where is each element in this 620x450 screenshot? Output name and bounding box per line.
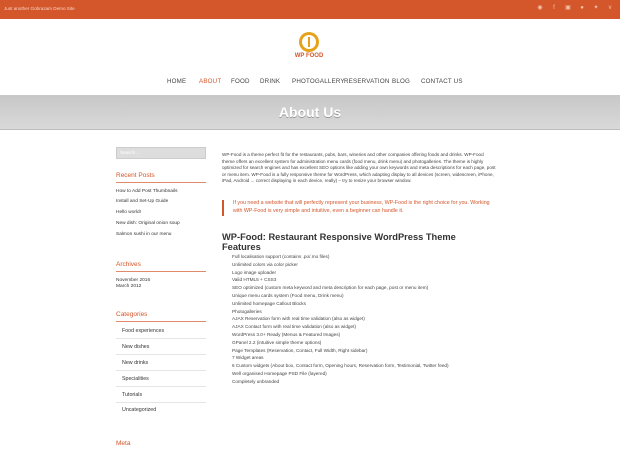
rss-icon[interactable]: ◉ xyxy=(537,5,543,11)
nav-blog[interactable]: BLOG xyxy=(392,78,410,85)
category-divider xyxy=(116,386,206,387)
feature-item: AJAX Reservation form with real time validation (also as widget) xyxy=(232,316,365,322)
category-link[interactable]: Specialities xyxy=(122,376,149,382)
nav-food[interactable]: FOOD xyxy=(231,78,250,85)
meta-title: Meta xyxy=(116,440,131,447)
recent-post-link[interactable]: New dish: Original onion soup xyxy=(116,221,180,226)
category-divider xyxy=(116,354,206,355)
page-banner xyxy=(0,95,620,130)
feature-item: Photogalleries xyxy=(232,308,262,314)
main-nav xyxy=(0,78,620,90)
widget-divider xyxy=(116,182,206,183)
category-link[interactable]: Uncategorized xyxy=(122,407,157,413)
fork-spoon-icon xyxy=(308,37,310,47)
logo-text: WP FOOD xyxy=(294,53,324,59)
linkedin-icon[interactable]: ▣ xyxy=(565,5,571,11)
feature-item: 7 Widget areas xyxy=(232,355,264,361)
feature-item: Valid HTML5 + CSS3 xyxy=(232,277,277,283)
search-input[interactable]: Search ... xyxy=(116,147,206,159)
pinterest-icon[interactable]: ● xyxy=(580,5,584,11)
features-heading: WP-Food: Restaurant Responsive WordPress Theme Features xyxy=(222,232,456,252)
recent-post-link[interactable]: Install and Set-Up Guide xyxy=(116,199,169,204)
features-list xyxy=(232,253,492,386)
category-link[interactable]: New drinks xyxy=(122,360,149,366)
nav-drink[interactable]: DRINK xyxy=(260,78,281,85)
widget-divider xyxy=(116,321,206,322)
category-link[interactable]: New dishes xyxy=(122,344,150,350)
site-tagline: Just another Gobrazam Demo Site xyxy=(4,6,75,11)
nav-photogallery[interactable]: PHOTOGALLERY xyxy=(292,78,345,85)
category-divider xyxy=(116,402,206,403)
archive-link[interactable]: March 2012 xyxy=(116,284,142,289)
feature-item: Full localisation support (contains .po/.mo files) xyxy=(232,254,330,259)
nav-reservation[interactable]: RESERVATION xyxy=(344,78,390,85)
category-divider xyxy=(116,338,206,339)
nav-contact-us[interactable]: CONTACT US xyxy=(421,78,463,85)
vimeo-icon[interactable]: v xyxy=(608,5,612,11)
feature-item: WordPress 3.0+ Ready (Menus & Featured Images) xyxy=(232,331,341,337)
twitter-icon[interactable]: ✦ xyxy=(593,5,599,11)
feature-item: Page Templates (Reservation, Contact, Full Width, Right sidebar) xyxy=(232,347,368,353)
top-bar xyxy=(0,0,620,19)
archive-link[interactable]: November 2016 xyxy=(116,278,151,283)
facebook-icon[interactable]: f xyxy=(553,5,555,11)
widget-divider xyxy=(116,271,206,272)
category-divider xyxy=(116,370,206,371)
feature-item: GPanel 2.2 (intuitive simple theme options) xyxy=(232,339,322,345)
feature-item: Unlimited colors via color picker xyxy=(232,261,298,267)
recent-post-link[interactable]: Salmon sushi in our menu xyxy=(116,232,172,237)
highlight-quote: If you need a website that will perfectly represent your business, WP-Food is the right choice for you. Working with WP-Food is very simple and intuitive, even a beginner can handle it. xyxy=(222,200,497,216)
recent-post-link[interactable]: Hello world! xyxy=(116,210,142,215)
feature-item: Unique menu cards system (Food menu, Drink menu) xyxy=(232,292,344,298)
feature-item: Unlimited homepage Callout Blocks xyxy=(232,300,306,306)
feature-item: Logo image uploader xyxy=(232,269,277,275)
intro-paragraph: WP-Food is a theme perfect fit for the restaurants, pubs, bars, wineries and other companies offering foods and drinks. WP-Food theme offers an excellent system for administration menu cards (food menu, drink menu) and photogalleries. The theme is highly optimized for search engines and has excellent SEO options like adding your own keywords and meta descriptions for each page, post or menu item. WP-Food is a fully responsive theme for WordPress, which adapting display to all devices (screen, widescreen, iPhone, iPad, Android ... correct displaying in each device, really) – try to resize your browser window. xyxy=(222,152,496,184)
category-link[interactable]: Tutorials xyxy=(122,392,143,398)
feature-item: Well organised Homepage PSD File (layered) xyxy=(232,370,327,376)
feature-item: AJAX Contact form with real time validation (also as widget) xyxy=(232,324,357,330)
site-logo[interactable] xyxy=(293,32,325,62)
nav-home[interactable]: HOME xyxy=(167,78,187,85)
page-title: About Us xyxy=(278,104,342,120)
feature-item: 6 Custom widgets (About box, Contact form, Opening hours, Reservation form, Testimonial, Twitter feed) xyxy=(232,363,449,369)
nav-about[interactable]: ABOUT xyxy=(199,78,222,85)
feature-item: SEO optimized (custom meta keyword and meta description for each page, post or menu item) xyxy=(232,285,429,291)
feature-item: Completely unbranded xyxy=(232,378,280,384)
category-link[interactable]: Food experiences xyxy=(122,328,165,334)
archives-title: Archives xyxy=(116,261,141,268)
categories-title: Categories xyxy=(116,311,148,318)
recent-posts-title: Recent Posts xyxy=(116,172,155,179)
recent-post-link[interactable]: How to Add Post Thumbnails xyxy=(116,189,178,194)
social-icons xyxy=(536,4,614,12)
